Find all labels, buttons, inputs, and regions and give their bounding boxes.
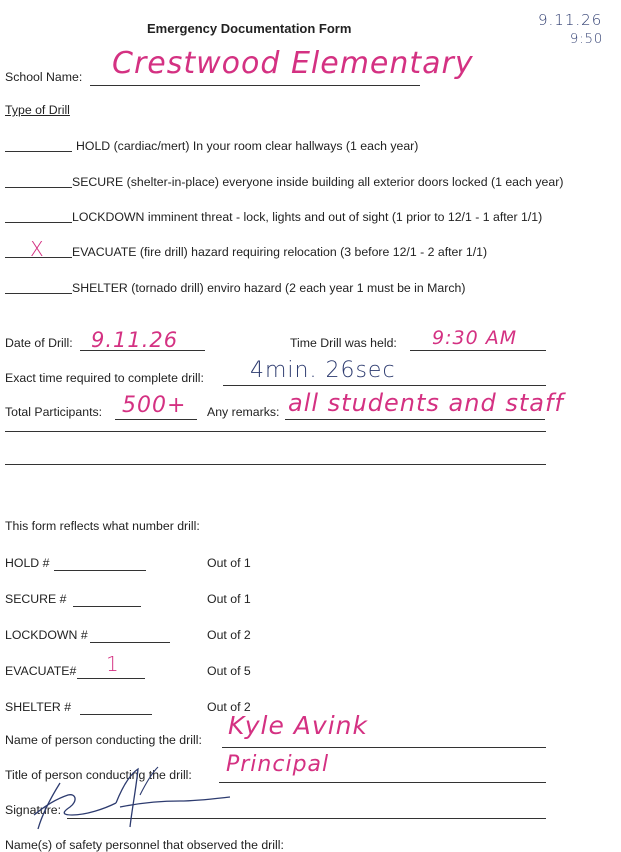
drill-number-heading: This form reflects what number drill:: [5, 519, 200, 533]
corner-date-note: 9.11.26: [538, 11, 603, 29]
school-name-label: School Name:: [5, 70, 83, 84]
drill-type-shelter: SHELTER (tornado drill) enviro hazard (2 each year 1 must be in March): [72, 281, 466, 295]
form-title: Emergency Documentation Form: [147, 21, 352, 36]
remarks-line: [285, 419, 545, 420]
lockdown-number-line[interactable]: [90, 642, 170, 643]
evacuate-number-label: EVACUATE#: [5, 664, 77, 678]
remarks-extra-line-1: [5, 431, 546, 432]
hold-number-label: HOLD #: [5, 556, 50, 570]
exact-time-line: [223, 385, 546, 386]
conductor-name-value[interactable]: Kyle Avink: [228, 711, 368, 740]
school-name-line: [90, 85, 420, 86]
signature-drawing[interactable]: [20, 765, 240, 835]
signature-label: Signature:: [5, 803, 62, 817]
participants-value[interactable]: 500+: [122, 393, 187, 418]
time-line: [410, 350, 546, 351]
shelter-number-line[interactable]: [80, 714, 152, 715]
exact-time-label: Exact time required to complete drill:: [5, 371, 204, 385]
hold-number-line[interactable]: [54, 570, 146, 571]
lockdown-number-label: LOCKDOWN #: [5, 628, 88, 642]
drill-type-evacuate: EVACUATE (fire drill) hazard requiring relocation (3 before 12/1 - 2 after 1/1): [72, 245, 488, 259]
conductor-name-line: [222, 747, 546, 748]
date-value[interactable]: 9.11.26: [91, 328, 179, 352]
drill-type-checkline-hold[interactable]: [5, 151, 72, 152]
secure-out-of: Out of 1: [207, 592, 251, 606]
drill-type-checkline-shelter[interactable]: [5, 293, 72, 294]
evacuate-number-value[interactable]: 1: [106, 652, 120, 676]
observers-label: Name(s) of safety personnel that observed the drill:: [5, 838, 284, 852]
drill-type-evacuate-mark: X: [30, 237, 45, 261]
date-label: Date of Drill:: [5, 336, 73, 350]
drill-type-lockdown: LOCKDOWN imminent threat - lock, lights and out of sight (1 prior to 12/1 - 1 after 1/1): [72, 210, 543, 224]
drill-type-checkline-lockdown[interactable]: [5, 222, 72, 223]
participants-line: [115, 419, 197, 420]
drill-type-heading: Type of Drill: [5, 103, 70, 117]
shelter-out-of: Out of 2: [207, 700, 251, 714]
hold-out-of: Out of 1: [207, 556, 251, 570]
school-name-value[interactable]: Crestwood Elementary: [112, 46, 474, 81]
conductor-title-line: [219, 782, 546, 783]
conductor-title-label: Title of person conducting the drill:: [5, 768, 192, 782]
secure-number-label: SECURE #: [5, 592, 67, 606]
evacuate-number-line[interactable]: [77, 678, 145, 679]
exact-time-value[interactable]: 4min. 26sec: [250, 358, 396, 383]
lockdown-out-of: Out of 2: [207, 628, 251, 642]
shelter-number-label: SHELTER #: [5, 700, 72, 714]
drill-type-checkline-secure[interactable]: [5, 187, 72, 188]
evacuate-out-of: Out of 5: [207, 664, 251, 678]
remarks-extra-line-2: [5, 464, 546, 465]
time-label: Time Drill was held:: [290, 336, 397, 350]
remarks-value[interactable]: all students and staff: [288, 389, 564, 417]
remarks-label: Any remarks:: [207, 405, 280, 419]
drill-type-hold: HOLD (cardiac/mert) In your room clear hallways (1 each year): [76, 139, 419, 153]
corner-time-note: 9:50: [570, 32, 604, 47]
drill-type-secure: SECURE (shelter-in-place) everyone inside building all exterior doors locked (1 each year): [72, 175, 564, 189]
secure-number-line[interactable]: [73, 606, 141, 607]
time-value[interactable]: 9:30 AM: [432, 327, 518, 349]
conductor-name-label: Name of person conducting the drill:: [5, 733, 202, 747]
participants-label: Total Participants:: [5, 405, 103, 419]
conductor-title-value[interactable]: Principal: [226, 752, 330, 777]
